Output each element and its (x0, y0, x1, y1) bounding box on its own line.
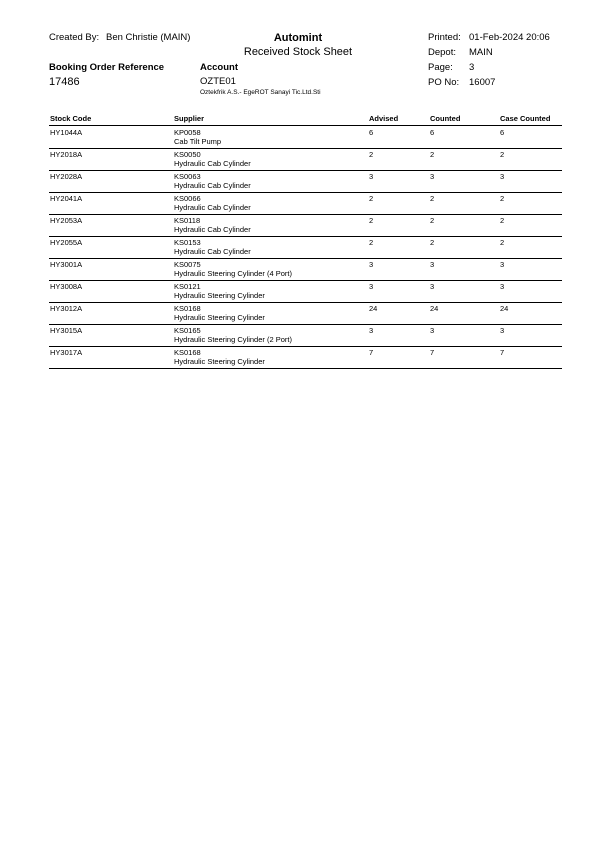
case-counted-qty: 3 (500, 326, 505, 335)
po-label: PO No: (428, 77, 460, 88)
report-title: Received Stock Sheet (243, 46, 353, 58)
counted-qty: 3 (430, 172, 435, 181)
stock-code: HY2028A (50, 172, 83, 181)
supplier-code: KS0063 (174, 172, 201, 181)
case-counted-qty: 3 (500, 172, 505, 181)
case-counted-qty: 7 (500, 348, 505, 357)
item-description: Hydraulic Cab Cylinder (174, 181, 251, 190)
stock-code: HY3001A (50, 260, 83, 269)
advised-qty: 2 (369, 150, 374, 159)
advised-qty: 3 (369, 282, 374, 291)
col-stock-code: Stock Code (50, 114, 92, 123)
printed-value: 01-Feb-2024 20:06 (469, 32, 550, 43)
supplier-code: KS0050 (174, 150, 201, 159)
counted-qty: 3 (430, 260, 435, 269)
advised-qty: 2 (369, 238, 374, 247)
supplier-code: KS0121 (174, 282, 201, 291)
stock-code: HY2053A (50, 216, 83, 225)
depot-value: MAIN (469, 47, 493, 58)
stock-code: HY3008A (50, 282, 83, 291)
stock-code: HY2018A (50, 150, 83, 159)
case-counted-qty: 24 (500, 304, 509, 313)
advised-qty: 3 (369, 260, 374, 269)
table-row (49, 170, 562, 193)
created-by-label: Created By: (49, 32, 100, 43)
account-label: Account (200, 62, 238, 73)
advised-qty: 7 (369, 348, 374, 357)
supplier-code: KP0058 (174, 128, 201, 137)
stock-code: HY3012A (50, 304, 83, 313)
depot-label: Depot: (428, 47, 456, 58)
supplier-code: KS0075 (174, 260, 201, 269)
counted-qty: 7 (430, 348, 435, 357)
supplier-code: KS0168 (174, 348, 201, 357)
stock-code: HY3015A (50, 326, 83, 335)
item-description: Hydraulic Cab Cylinder (174, 225, 251, 234)
case-counted-qty: 3 (500, 282, 505, 291)
advised-qty: 6 (369, 128, 374, 137)
case-counted-qty: 2 (500, 216, 505, 225)
item-description: Hydraulic Steering Cylinder (174, 357, 265, 366)
counted-qty: 2 (430, 216, 435, 225)
item-description: Hydraulic Cab Cylinder (174, 159, 251, 168)
printed-label: Printed: (428, 32, 461, 43)
stock-code: HY3017A (50, 348, 83, 357)
item-description: Hydraulic Steering Cylinder (174, 291, 265, 300)
supplier-code: KS0118 (174, 216, 201, 225)
item-description: Hydraulic Cab Cylinder (174, 203, 251, 212)
account-name: Oztekfrik A.S.- EgeROT Sanayi Tic.Ltd.Sti (200, 89, 321, 96)
advised-qty: 3 (369, 172, 374, 181)
case-counted-qty: 2 (500, 238, 505, 247)
counted-qty: 2 (430, 238, 435, 247)
item-description: Hydraulic Steering Cylinder (174, 313, 265, 322)
counted-qty: 3 (430, 326, 435, 335)
stock-code: HY2055A (50, 238, 83, 247)
item-description: Hydraulic Steering Cylinder (4 Port) (174, 269, 292, 278)
table-row (49, 346, 562, 369)
advised-qty: 24 (369, 304, 378, 313)
po-value: 16007 (469, 77, 496, 88)
item-description: Hydraulic Cab Cylinder (174, 247, 251, 256)
table-header (49, 114, 562, 126)
case-counted-qty: 2 (500, 150, 505, 159)
booking-ref-value: 17486 (49, 76, 80, 88)
table-row (49, 214, 562, 237)
stock-code: HY2041A (50, 194, 83, 203)
counted-qty: 6 (430, 128, 435, 137)
advised-qty: 2 (369, 194, 374, 203)
booking-ref-label: Booking Order Reference (49, 62, 165, 73)
counted-qty: 2 (430, 194, 435, 203)
case-counted-qty: 3 (500, 260, 505, 269)
table-row (49, 302, 562, 325)
account-code: OZTE01 (200, 76, 236, 87)
advised-qty: 2 (369, 216, 374, 225)
col-advised: Advised (369, 114, 399, 123)
table-row (49, 192, 562, 215)
advised-qty: 3 (369, 326, 374, 335)
supplier-code: KS0066 (174, 194, 201, 203)
col-counted: Counted (430, 114, 461, 123)
supplier-code: KS0153 (174, 238, 201, 247)
table-row (49, 324, 562, 347)
page-value: 3 (469, 62, 475, 73)
case-counted-qty: 6 (500, 128, 505, 137)
case-counted-qty: 2 (500, 194, 505, 203)
stock-code: HY1044A (50, 128, 83, 137)
table-row (49, 236, 562, 259)
table-row (49, 148, 562, 171)
counted-qty: 24 (430, 304, 439, 313)
page-label: Page: (428, 62, 453, 73)
created-by-value: Ben Christie (MAIN) (106, 32, 191, 43)
supplier-code: KS0168 (174, 304, 201, 313)
item-description: Hydraulic Steering Cylinder (2 Port) (174, 335, 292, 344)
supplier-code: KS0165 (174, 326, 201, 335)
table-row (49, 280, 562, 303)
col-case-counted: Case Counted (500, 114, 551, 123)
counted-qty: 3 (430, 282, 435, 291)
company-name: Automint (273, 32, 323, 44)
col-supplier: Supplier (174, 114, 205, 123)
table-row (49, 258, 562, 281)
table-row (49, 126, 562, 149)
counted-qty: 2 (430, 150, 435, 159)
item-description: Cab Tilt Pump (174, 137, 222, 146)
